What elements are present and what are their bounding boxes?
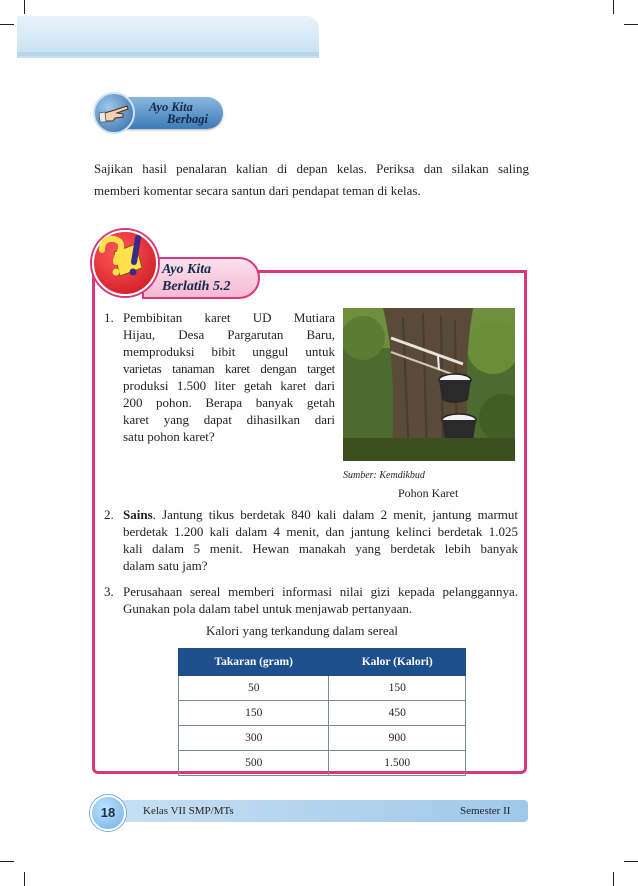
table-row <box>179 701 466 726</box>
pointing-hand-icon <box>95 94 133 132</box>
table-cell: 50 <box>179 676 329 701</box>
practice-badge-line2: Berlatih 5.2 <box>162 279 231 294</box>
header-band-shadow <box>17 52 319 58</box>
footer-semester-label: Semester II <box>460 805 511 817</box>
table-cell: 150 <box>179 701 329 726</box>
crop-mark <box>613 0 614 14</box>
crop-mark <box>613 872 614 886</box>
table-header-cell: Takaran (gram) <box>179 649 329 676</box>
footer-class-label: Kelas VII SMP/MTs <box>143 805 234 817</box>
share-paragraph <box>94 158 529 202</box>
question-line: kali dalam 5 menit. Hewan manakah yang berdetak lebih banyak <box>123 541 518 556</box>
table-cell: 300 <box>179 726 329 751</box>
table-row <box>179 676 466 701</box>
question-line: 200 pohon. Berapa banyak getah <box>123 395 335 410</box>
question-number: 1. <box>104 310 114 325</box>
rubber-tree-illustration <box>343 308 515 461</box>
table-header-cell: Kalor (Kalori) <box>329 649 466 676</box>
question-line: produksi 1.500 liter getah karet dari <box>123 378 335 393</box>
photo-source: Sumber: Kemdikbud <box>343 470 425 481</box>
calorie-table <box>178 648 466 776</box>
crop-mark <box>0 24 14 25</box>
question-line: Perusahaan sereal memberi informasi nilai gizi kepada pelanggannya. <box>123 584 518 599</box>
share-badge-disc <box>93 92 135 134</box>
share-paragraph-line: memberi komentar secara santun dari pendapat teman di kelas. <box>94 183 421 198</box>
page-number: 18 <box>90 795 126 831</box>
crop-mark <box>624 861 638 862</box>
table-title: Kalori yang terkandung dalam sereal <box>206 623 399 638</box>
table-cell: 150 <box>329 676 466 701</box>
crop-mark <box>24 0 25 14</box>
crop-mark <box>0 861 14 862</box>
question-number: 3. <box>104 584 114 599</box>
table-cell: 900 <box>329 726 466 751</box>
question-line: karet yang dapat dihasilkan dari <box>123 412 335 427</box>
question-line: Gunakan pola dalam tabel untuk menjawab pertanyaan. <box>123 601 413 616</box>
question-number: 2. <box>104 507 114 522</box>
share-badge-line2: Berbagi <box>167 112 208 126</box>
share-badge-line1: Ayo Kita <box>149 100 193 114</box>
question-line: satu pohon karet? <box>123 429 215 444</box>
table-cell: 500 <box>179 751 329 776</box>
photo-caption: Pohon Karet <box>398 486 459 500</box>
share-paragraph-line: Sajikan hasil penalaran kalian di depan kelas. Periksa dan silakan saling <box>94 161 529 176</box>
table-cell: 1.500 <box>329 751 466 776</box>
table-header-row <box>179 649 466 676</box>
header-band <box>17 16 319 56</box>
question-exclamation-icon <box>92 230 154 292</box>
practice-badge <box>92 230 262 300</box>
share-badge <box>93 92 223 134</box>
question-line: dalam satu jam? <box>123 558 208 573</box>
question-line <box>123 506 518 523</box>
practice-badge-disc <box>92 230 158 296</box>
question-line: varietas tanaman karet dengan target <box>123 361 335 376</box>
question-3-text <box>123 583 518 617</box>
rubber-tree-photo <box>343 308 515 461</box>
subject-label: Sains <box>123 507 153 522</box>
practice-badge-line1: Ayo Kita <box>162 262 212 277</box>
table-row <box>179 751 466 776</box>
question-line: memproduksi bibit unggul untuk <box>123 344 335 359</box>
question-line: Pembibitan karet UD Mutiara <box>123 310 335 325</box>
question-1-text <box>123 309 335 445</box>
crop-mark <box>624 24 638 25</box>
question-line: Hijau, Desa Pargarutan Baru, <box>123 327 335 342</box>
table-row <box>179 726 466 751</box>
table-cell: 450 <box>329 701 466 726</box>
question-2-text <box>123 506 518 574</box>
crop-mark <box>24 872 25 886</box>
question-line: berdetak 1.200 kali dalam 4 menit, dan jantung kelinci berdetak 1.025 <box>123 524 518 539</box>
question-line-rest: . Jantung tikus berdetak 840 kali dalam 2 menit, jantung marmut <box>152 507 518 522</box>
